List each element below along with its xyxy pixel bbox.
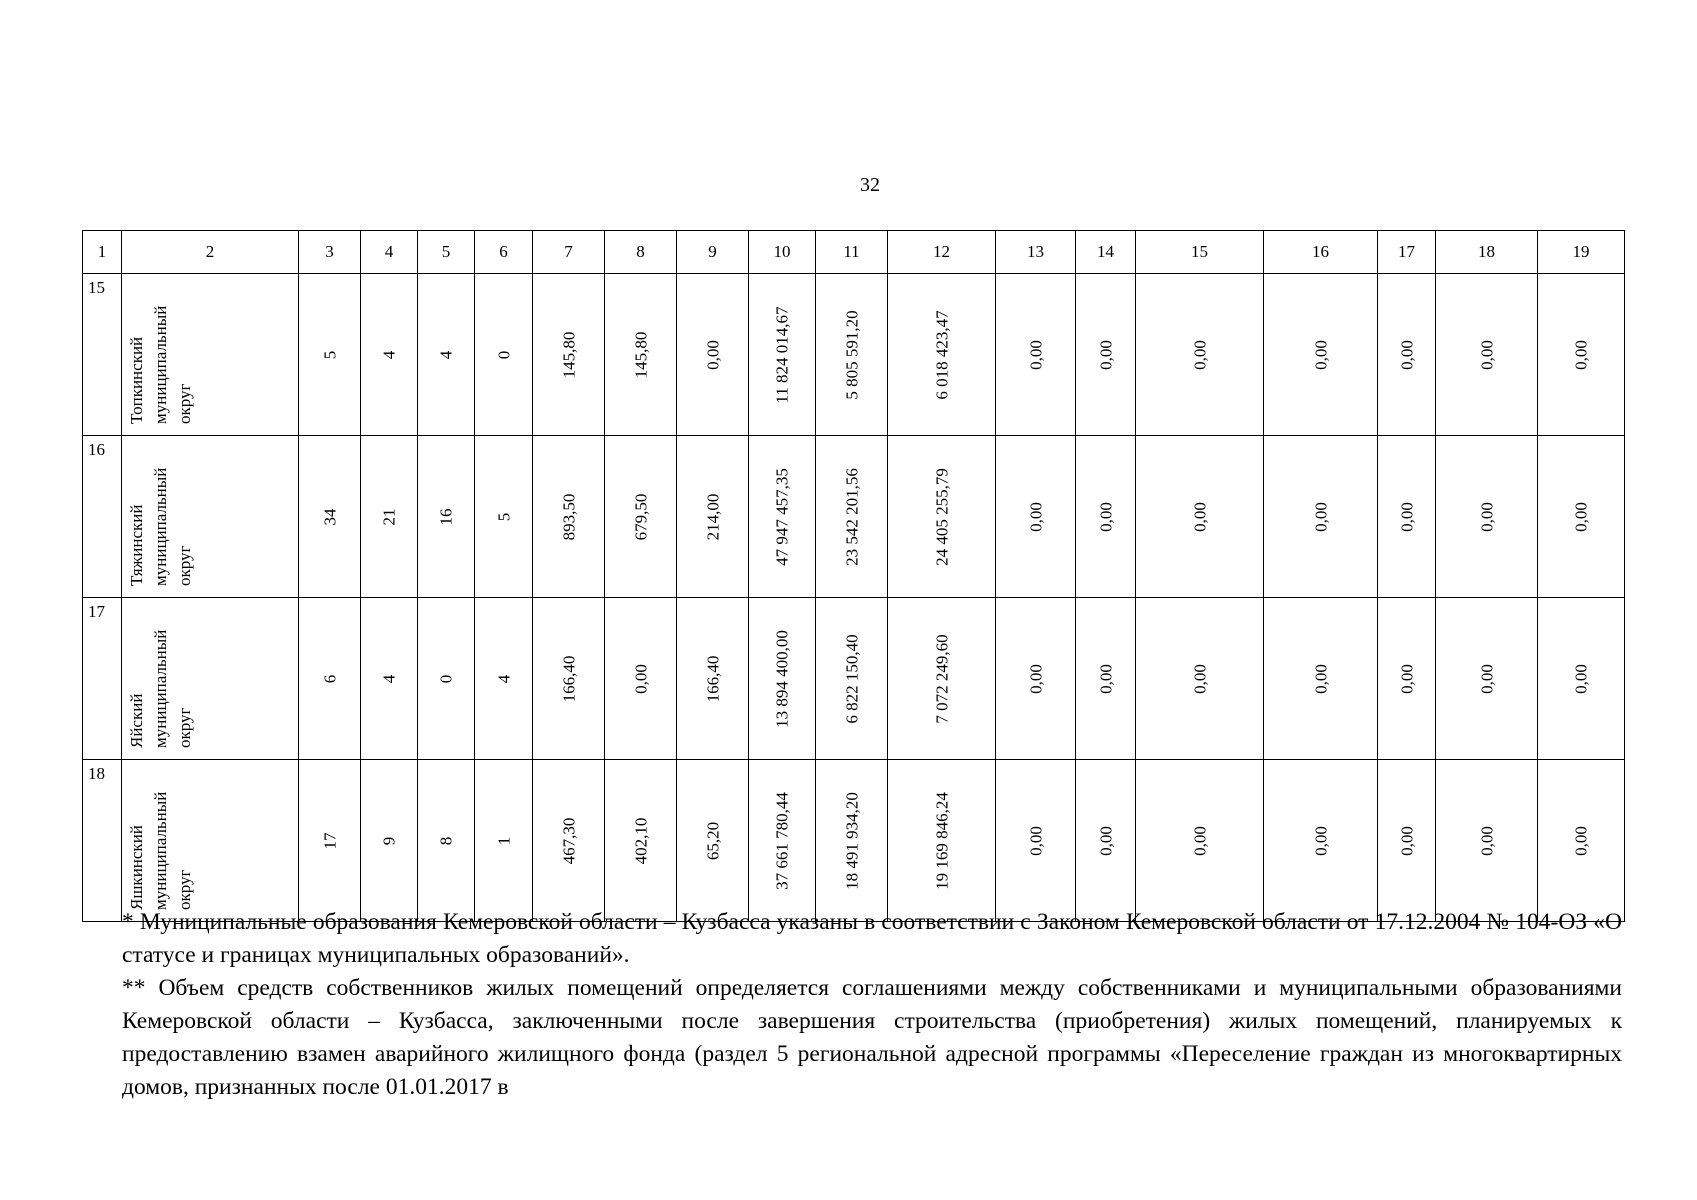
table-cell: [1076, 274, 1136, 436]
cell-value: 37 661 780,44: [772, 791, 792, 890]
cell-value: 34: [320, 508, 339, 525]
cell-value: 65,20: [703, 821, 722, 860]
cell-value: 893,50: [559, 493, 578, 540]
table-cell: [418, 274, 475, 436]
table-cell: [475, 598, 533, 760]
cell-value: 0,00: [1477, 501, 1496, 532]
row-index: 16: [83, 436, 122, 598]
cell-value: 166,40: [703, 655, 722, 702]
municipality-name-line: округ: [175, 707, 194, 748]
cell-value: 0,00: [1311, 663, 1330, 694]
cell-value: 7 072 249,60: [932, 633, 951, 724]
table-cell: [1378, 598, 1436, 760]
cell-value: 0,00: [1190, 825, 1209, 856]
table-cell: [888, 436, 996, 598]
table-cell: [677, 760, 749, 922]
cell-value: 467,30: [559, 817, 578, 864]
column-header: 13: [996, 231, 1076, 274]
table-row: [83, 760, 1625, 922]
table-cell: [1136, 598, 1264, 760]
table-cell: [533, 598, 605, 760]
table-cell: [677, 436, 749, 598]
municipality-name-line: Тяжинский: [127, 504, 146, 586]
cell-value: 47 947 457,35: [772, 467, 792, 566]
cell-value: 0,00: [1096, 501, 1115, 532]
cell-value: 0,00: [1311, 825, 1330, 856]
table-cell: [1538, 436, 1625, 598]
cell-value: 23 542 201,56: [842, 467, 861, 566]
cell-value: 1: [494, 836, 513, 845]
table-cell: [749, 274, 816, 436]
column-header: 15: [1136, 231, 1264, 274]
municipality-name-line: округ: [175, 869, 194, 910]
table-cell: [418, 760, 475, 922]
table-cell: [1076, 436, 1136, 598]
cell-value: 402,10: [631, 817, 650, 864]
cell-value: 0,00: [1571, 339, 1591, 370]
column-header: 16: [1264, 231, 1378, 274]
table-cell: [1378, 274, 1436, 436]
row-index: 17: [83, 598, 122, 760]
cell-value: 0,00: [1311, 339, 1330, 370]
cell-value: 0,00: [1397, 663, 1416, 694]
cell-value: 0,00: [1026, 825, 1045, 856]
cell-value: 145,80: [631, 331, 650, 378]
table-cell: [677, 274, 749, 436]
table-cell: [361, 274, 418, 436]
cell-value: 0,00: [1190, 663, 1209, 694]
cell-value: 0,00: [1190, 501, 1209, 532]
cell-value: 0,00: [1397, 339, 1416, 370]
column-header: 6: [475, 231, 533, 274]
table-cell: [749, 598, 816, 760]
row-index: 18: [83, 760, 122, 922]
cell-value: 21: [379, 508, 399, 525]
footnotes: [122, 906, 1622, 1104]
cell-value: 145,80: [559, 331, 578, 378]
table-cell: [533, 436, 605, 598]
municipality-name: [122, 598, 299, 760]
cell-value: 0,00: [1477, 339, 1496, 370]
data-table: [82, 230, 1625, 922]
column-header: 2: [122, 231, 299, 274]
table-row: [83, 274, 1625, 436]
cell-value: 0,00: [1477, 825, 1496, 856]
table-cell: [1076, 598, 1136, 760]
cell-value: 5: [494, 512, 513, 521]
cell-value: 5 805 591,20: [842, 309, 861, 400]
table-cell: [888, 760, 996, 922]
cell-value: 0: [436, 674, 456, 683]
cell-value: 0,00: [1096, 663, 1115, 694]
page-number: 32: [860, 174, 880, 196]
column-header: 10: [749, 231, 816, 274]
municipality-name-line: муниципальный: [151, 305, 170, 424]
cell-value: 0: [494, 350, 513, 359]
column-header: 17: [1378, 231, 1436, 274]
column-header: 3: [299, 231, 361, 274]
cell-value: 0,00: [1477, 663, 1496, 694]
municipality-name-line: Яйский: [127, 693, 146, 748]
table-cell: [1136, 760, 1264, 922]
table-cell: [996, 436, 1076, 598]
table-cell: [816, 598, 888, 760]
table-cell: [749, 436, 816, 598]
table-cell: [996, 274, 1076, 436]
table-cell: [361, 598, 418, 760]
column-header: 5: [418, 231, 475, 274]
cell-value: 0,00: [1026, 663, 1045, 694]
table-cell: [533, 274, 605, 436]
municipality-name-line: Топкинский: [127, 336, 146, 424]
cell-value: 18 491 934,20: [842, 791, 861, 890]
table-cell: [475, 436, 533, 598]
cell-value: 0,00: [1096, 339, 1115, 370]
table-cell: [1076, 760, 1136, 922]
table-cell: [299, 436, 361, 598]
table-cell: [1378, 760, 1436, 922]
column-header: 8: [605, 231, 677, 274]
table-cell: [1378, 436, 1436, 598]
cell-value: 4: [379, 674, 399, 683]
cell-value: 6 822 150,40: [842, 633, 861, 724]
cell-value: 0,00: [1026, 501, 1045, 532]
cell-value: 4: [436, 350, 456, 359]
cell-value: 0,00: [1397, 501, 1416, 532]
cell-value: 19 169 846,24: [932, 791, 951, 890]
column-header: 18: [1436, 231, 1538, 274]
municipality-name: [122, 274, 299, 436]
footnote-1: * Муниципальные образования Кемеровской области – Кузбасса указаны в соответствии с Законом Кемеровской области от 17.12.2004 № 104-ОЗ «О статусе и границах муниципальных образований».: [122, 909, 1622, 968]
municipality-name: [122, 760, 299, 922]
table-cell: [1264, 760, 1378, 922]
cell-value: 8: [436, 836, 456, 845]
table-row: [83, 436, 1625, 598]
cell-value: 6: [320, 674, 339, 683]
cell-value: 4: [379, 350, 399, 359]
municipality-name-line: муниципальный: [151, 629, 170, 748]
column-header: 11: [816, 231, 888, 274]
table-cell: [299, 760, 361, 922]
cell-value: 0,00: [631, 663, 650, 694]
cell-value: 4: [494, 674, 513, 683]
table-cell: [418, 436, 475, 598]
cell-value: 16: [436, 508, 456, 525]
column-header: 19: [1538, 231, 1625, 274]
header-row: [83, 231, 1625, 274]
cell-value: 0,00: [1571, 825, 1591, 856]
table-cell: [816, 436, 888, 598]
table-cell: [888, 598, 996, 760]
table-cell: [475, 760, 533, 922]
table-cell: [1136, 274, 1264, 436]
cell-value: 0,00: [703, 339, 722, 370]
cell-value: 5: [320, 350, 339, 359]
cell-value: 6 018 423,47: [932, 309, 951, 400]
table-cell: [1264, 274, 1378, 436]
footnote-2: ** Объем средств собственников жилых помещений определяется соглашениями между собственниками и муниципальными образованиями Кемеровской области – Кузбасса, заключенными после завершения строительства (приобретения) жилых помещений, планируемых к предоставлению взамен аварийного жилищного фонда (раздел 5 региональной адресной программы «Переселение граждан из многоквартирных домов, признанных после 01.01.2017 в: [122, 975, 1622, 1100]
table-cell: [1264, 436, 1378, 598]
cell-value: 214,00: [703, 493, 722, 540]
table-cell: [299, 598, 361, 760]
table-cell: [605, 436, 677, 598]
table-cell: [1136, 436, 1264, 598]
cell-value: 166,40: [559, 655, 578, 702]
table-cell: [418, 598, 475, 760]
cell-value: 0,00: [1190, 339, 1209, 370]
municipality-name-line: муниципальный: [151, 791, 170, 910]
cell-value: 0,00: [1096, 825, 1115, 856]
table-cell: [749, 760, 816, 922]
table-cell: [1538, 274, 1625, 436]
column-header: 14: [1076, 231, 1136, 274]
table-cell: [996, 760, 1076, 922]
row-index: 15: [83, 274, 122, 436]
cell-value: 0,00: [1026, 339, 1045, 370]
table-cell: [533, 760, 605, 922]
table-cell: [888, 274, 996, 436]
municipality-name-line: округ: [175, 383, 194, 424]
table-cell: [1436, 598, 1538, 760]
table-cell: [1264, 598, 1378, 760]
cell-value: 0,00: [1571, 501, 1591, 532]
table-cell: [1538, 760, 1625, 922]
table-cell: [605, 274, 677, 436]
cell-value: 679,50: [631, 493, 650, 540]
table-cell: [361, 436, 418, 598]
table-cell: [605, 760, 677, 922]
table-row: [83, 598, 1625, 760]
table-cell: [361, 760, 418, 922]
column-header: 12: [888, 231, 996, 274]
column-header: 9: [677, 231, 749, 274]
column-header: 1: [83, 231, 122, 274]
table-cell: [996, 598, 1076, 760]
table-cell: [1538, 598, 1625, 760]
table-cell: [816, 274, 888, 436]
municipality-name: [122, 436, 299, 598]
cell-value: 0,00: [1571, 663, 1591, 694]
cell-value: 9: [379, 836, 399, 845]
table-cell: [677, 598, 749, 760]
cell-value: 24 405 255,79: [932, 467, 951, 566]
municipality-name-line: Яшкинский: [127, 825, 146, 910]
table-cell: [475, 274, 533, 436]
cell-value: 0,00: [1397, 825, 1416, 856]
table-cell: [1436, 436, 1538, 598]
column-header: 7: [533, 231, 605, 274]
cell-value: 13 894 400,00: [772, 629, 792, 728]
column-header: 4: [361, 231, 418, 274]
table-cell: [605, 598, 677, 760]
table-cell: [1436, 274, 1538, 436]
cell-value: 0,00: [1311, 501, 1330, 532]
municipality-name-line: муниципальный: [151, 467, 170, 586]
cell-value: 17: [320, 832, 339, 849]
table-cell: [299, 274, 361, 436]
table-cell: [816, 760, 888, 922]
table-cell: [1436, 760, 1538, 922]
cell-value: 11 824 014,67: [772, 305, 792, 404]
municipality-name-line: округ: [175, 545, 194, 586]
